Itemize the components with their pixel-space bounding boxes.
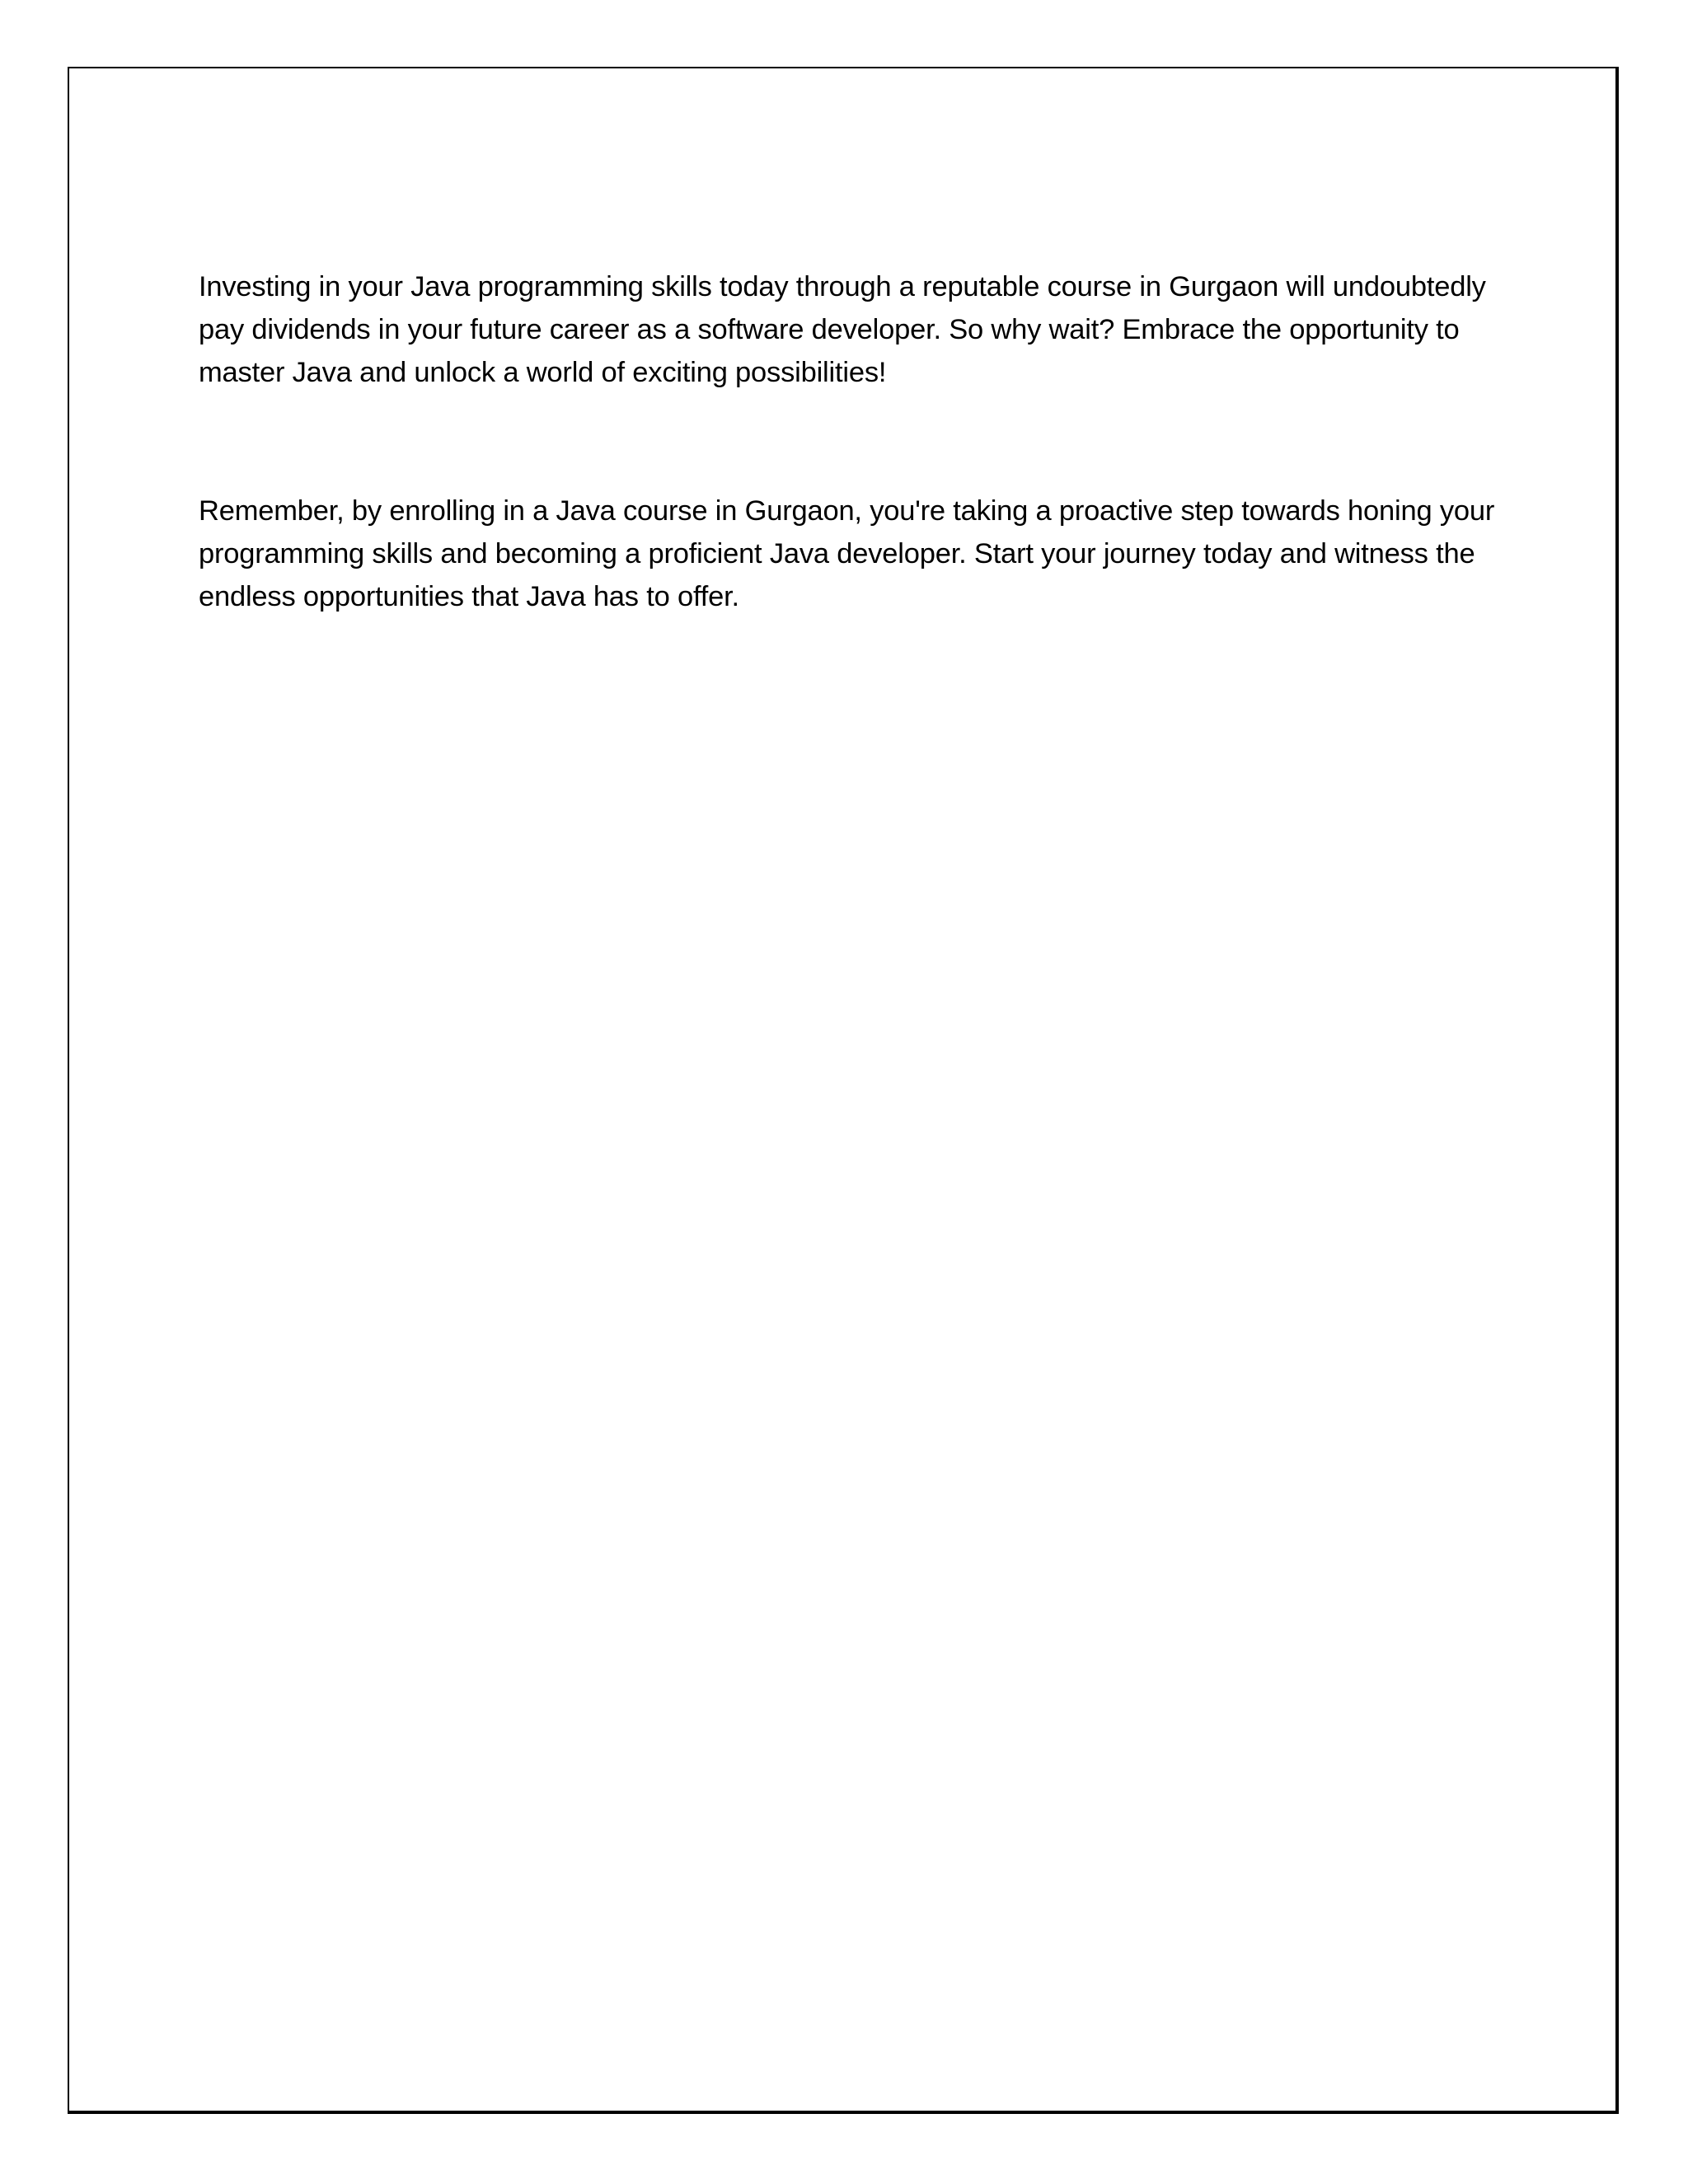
paragraph-2: Remember, by enrolling in a Java course in Gurgaon, you're taking a proactive step towards honing your programming skills and becoming a proficient Java developer. Start your journey today and witness the endless opportunities that Java has to offer. (199, 495, 1495, 612)
paragraph-1-container (199, 265, 1526, 394)
paragraph-2-container (199, 490, 1526, 618)
paragraph-1: Investing in your Java programming skills today through a reputable course in Gurgaon will undoubtedly pay dividends in your future career as a software developer. So why wait? Embrace the opportunity to master Java and unlock a world of exciting possibilities! (199, 271, 1486, 388)
